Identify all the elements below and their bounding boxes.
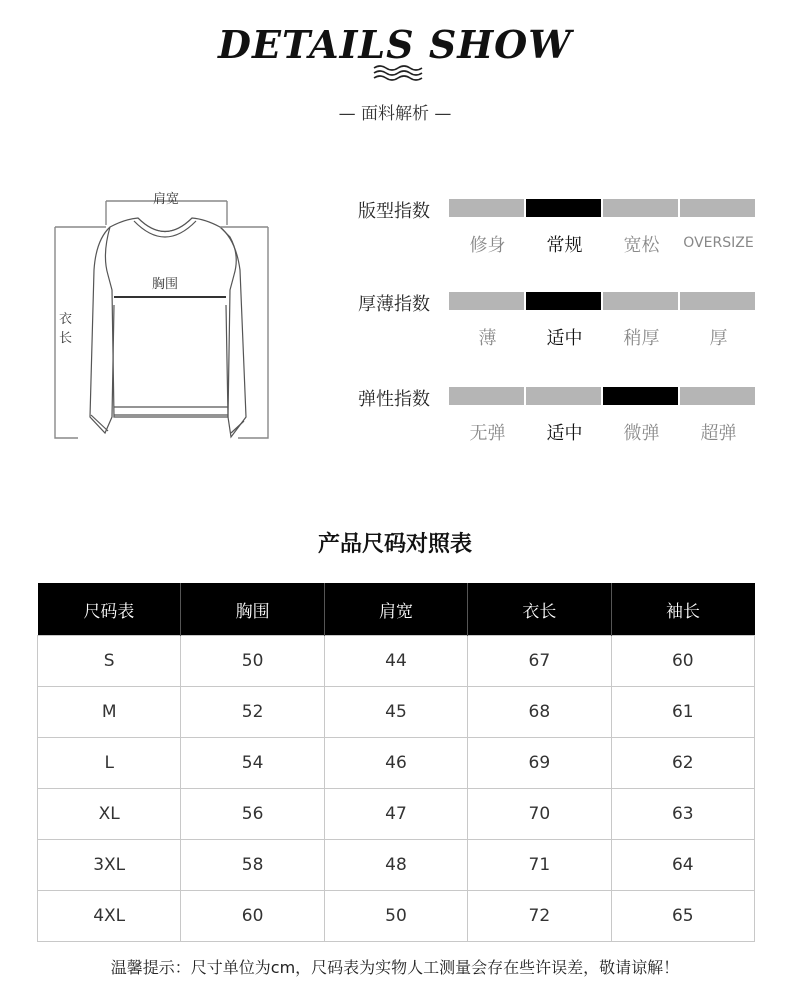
size-table-header-row <box>38 583 755 636</box>
elasticity-index-seg-1 <box>449 387 524 405</box>
table-cell: 63 <box>611 789 754 840</box>
thickness-index-label: 厚薄指数 <box>358 294 430 315</box>
table-cell: 69 <box>468 738 611 789</box>
table-cell: 48 <box>324 840 467 891</box>
table-cell: 61 <box>611 687 754 738</box>
table-cell: 70 <box>468 789 611 840</box>
table-cell: 4XL <box>38 891 181 942</box>
table-cell: 68 <box>468 687 611 738</box>
thickness-option-selected: 适中 <box>546 328 583 349</box>
fit-index-seg-3 <box>603 199 678 217</box>
fit-option: 宽松 <box>623 235 660 256</box>
table-row <box>38 840 755 891</box>
table-row <box>38 636 755 687</box>
elasticity-option: 超弹 <box>700 423 737 444</box>
elasticity-option-selected: 适中 <box>546 423 583 444</box>
shoulder-width-label: 肩宽 <box>153 192 180 207</box>
fit-option-selected: 常规 <box>546 235 583 256</box>
fit-option: 修身 <box>469 235 506 256</box>
thickness-option: 薄 <box>478 328 497 349</box>
fit-index-seg-4 <box>680 199 755 217</box>
table-row <box>38 738 755 789</box>
elasticity-index-label: 弹性指数 <box>358 389 430 410</box>
fit-index-bar <box>449 199 755 217</box>
sweater-outline-icon <box>50 185 280 450</box>
table-cell: 71 <box>468 840 611 891</box>
size-table <box>37 583 755 942</box>
table-cell: 58 <box>181 840 324 891</box>
fit-index-label: 版型指数 <box>358 201 430 222</box>
fit-option: OVERSIZE <box>683 235 754 251</box>
elasticity-index-seg-2 <box>526 387 601 405</box>
elasticity-option: 无弹 <box>469 423 506 444</box>
table-cell: S <box>38 636 181 687</box>
thickness-index-seg-1 <box>449 292 524 310</box>
thickness-index-options <box>449 324 757 350</box>
elasticity-index-bar <box>449 387 755 405</box>
table-cell: 60 <box>611 636 754 687</box>
thickness-option: 稍厚 <box>623 328 660 349</box>
table-cell: 52 <box>181 687 324 738</box>
elasticity-index-seg-3 <box>603 387 678 405</box>
section-subtitle: — 面料解析 — <box>338 104 452 124</box>
chest-label: 胸围 <box>152 277 179 292</box>
table-row <box>38 891 755 942</box>
thickness-index-seg-4 <box>680 292 755 310</box>
table-cell: 67 <box>468 636 611 687</box>
elasticity-index-seg-4 <box>680 387 755 405</box>
header-size: 尺码表 <box>38 583 181 636</box>
table-cell: XL <box>38 789 181 840</box>
elasticity-index-options <box>449 419 757 445</box>
thickness-index-seg-2 <box>526 292 601 310</box>
table-cell: 72 <box>468 891 611 942</box>
table-cell: 62 <box>611 738 754 789</box>
table-cell: 44 <box>324 636 467 687</box>
header-sleeve: 袖长 <box>611 583 754 636</box>
table-cell: 50 <box>181 636 324 687</box>
table-cell: 45 <box>324 687 467 738</box>
thickness-index-bar <box>449 292 755 310</box>
table-cell: 64 <box>611 840 754 891</box>
table-cell: 50 <box>324 891 467 942</box>
size-table-title: 产品尺码对照表 <box>317 532 472 557</box>
thickness-option: 厚 <box>709 328 728 349</box>
fit-index-seg-1 <box>449 199 524 217</box>
table-cell: L <box>38 738 181 789</box>
table-cell: M <box>38 687 181 738</box>
header-shoulder: 肩宽 <box>324 583 467 636</box>
table-cell: 3XL <box>38 840 181 891</box>
elasticity-option: 微弹 <box>623 423 660 444</box>
fit-index-options <box>449 231 757 257</box>
garment-diagram <box>50 185 280 450</box>
fit-index-seg-2 <box>526 199 601 217</box>
header-length: 衣长 <box>468 583 611 636</box>
header-chest: 胸围 <box>181 583 324 636</box>
thickness-index-seg-3 <box>603 292 678 310</box>
length-label-bottom: 长 <box>59 331 73 346</box>
table-row <box>38 687 755 738</box>
table-row <box>38 789 755 840</box>
table-cell: 54 <box>181 738 324 789</box>
table-cell: 56 <box>181 789 324 840</box>
table-cell: 46 <box>324 738 467 789</box>
table-cell: 65 <box>611 891 754 942</box>
length-label-top: 衣 <box>59 312 73 327</box>
table-cell: 47 <box>324 789 467 840</box>
table-cell: 60 <box>181 891 324 942</box>
page-title: DETAILS SHOW <box>218 22 572 67</box>
wave-decoration-icon <box>372 64 424 82</box>
measurement-note: 温馨提示：尺寸单位为cm，尺码表为实物人工测量会存在些许误差，敬请谅解！ <box>110 958 680 977</box>
